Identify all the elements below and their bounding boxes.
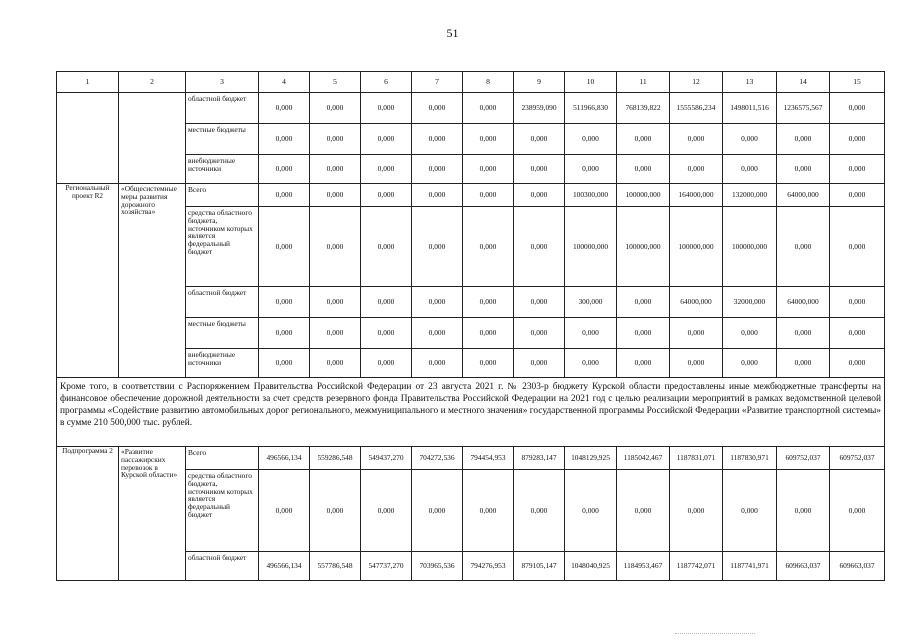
value-cell: 0,000 — [463, 184, 514, 207]
value-cell: 0,000 — [412, 318, 463, 349]
value-cell: 0,000 — [259, 470, 310, 552]
source-label: местные бюджеты — [186, 124, 259, 155]
value-cell: 879283,147 — [514, 447, 565, 470]
header-cell: 8 — [463, 72, 514, 93]
value-cell: 0,000 — [310, 349, 361, 378]
value-cell: 0,000 — [361, 287, 412, 318]
value-cell: 0,000 — [514, 155, 565, 184]
value-cell: 1048129,925 — [565, 447, 617, 470]
value-cell: 0,000 — [361, 93, 412, 124]
value-cell: 547737,270 — [361, 552, 412, 581]
value-cell: 511966,830 — [565, 93, 617, 124]
source-label: Всего — [186, 447, 259, 470]
value-cell: 0,000 — [514, 207, 565, 287]
value-cell: 879105,147 — [514, 552, 565, 581]
value-cell: 0,000 — [830, 470, 885, 552]
value-cell: 1185042,467 — [617, 447, 670, 470]
value-cell: 0,000 — [830, 287, 885, 318]
value-cell: 0,000 — [412, 93, 463, 124]
source-label: областной бюджет — [186, 552, 259, 581]
description-cell: «Общесистемные меры развития дорожного хозяйства» — [119, 184, 186, 378]
value-cell: 0,000 — [723, 318, 777, 349]
value-cell: 0,000 — [259, 93, 310, 124]
value-cell: 609752,037 — [830, 447, 885, 470]
value-cell: 64000,000 — [670, 287, 723, 318]
value-cell: 64000,000 — [777, 184, 830, 207]
value-cell: 0,000 — [617, 287, 670, 318]
value-cell: 0,000 — [777, 207, 830, 287]
source-label: областной бюджет — [186, 93, 259, 124]
value-cell: 0,000 — [514, 318, 565, 349]
value-cell: 704272,536 — [412, 447, 463, 470]
value-cell: 100300,000 — [565, 184, 617, 207]
header-cell: 1 — [57, 72, 119, 93]
value-cell: 0,000 — [259, 349, 310, 378]
value-cell: 0,000 — [463, 318, 514, 349]
header-cell: 14 — [777, 72, 830, 93]
header-cell: 15 — [830, 72, 885, 93]
value-cell: 0,000 — [361, 318, 412, 349]
header-cell: 2 — [119, 72, 186, 93]
value-cell: 794454,953 — [463, 447, 514, 470]
value-cell: 0,000 — [463, 470, 514, 552]
value-cell: 0,000 — [412, 155, 463, 184]
value-cell: 0,000 — [514, 470, 565, 552]
value-cell: 0,000 — [361, 470, 412, 552]
value-cell: 609663,037 — [830, 552, 885, 581]
header-row — [57, 72, 885, 93]
value-cell: 0,000 — [259, 155, 310, 184]
header-cell: 10 — [565, 72, 617, 93]
value-cell: 0,000 — [361, 349, 412, 378]
source-label: Всего — [186, 184, 259, 207]
value-cell: 1555586,234 — [670, 93, 723, 124]
program-cell: Региональный проект R2 — [57, 184, 119, 378]
value-cell: 100000,000 — [565, 207, 617, 287]
value-cell: 0,000 — [361, 184, 412, 207]
value-cell: 0,000 — [361, 124, 412, 155]
value-cell: 0,000 — [412, 470, 463, 552]
value-cell: 0,000 — [259, 287, 310, 318]
value-cell: 1187742,071 — [670, 552, 723, 581]
value-cell: 0,000 — [670, 155, 723, 184]
value-cell: 0,000 — [310, 287, 361, 318]
value-cell: 238959,090 — [514, 93, 565, 124]
note-text: Кроме того, в соответствии с Распоряжением Правительства Российской Федерации от 23 августа 2021 г. № 2303-р бюджету Курской области предоставлены иные межбюджетные трансферты на финансовое обеспечение дорожной деятельности за счет средств резервного фонда Правительства Российской Федерации на 2021 год с целью реализации мероприятий в рамках ведомственной целевой программы «Содействие развитию автомобильных дорог регионального, межмуниципального и местного значения» государственной программы Российской Федерации «Развитие транспортной системы» в сумме 210 500,000 тыс. рублей. — [57, 378, 885, 447]
value-cell: 0,000 — [259, 207, 310, 287]
value-cell: 0,000 — [670, 470, 723, 552]
empty-cell — [119, 93, 186, 184]
value-cell: 0,000 — [463, 93, 514, 124]
header-cell: 13 — [723, 72, 777, 93]
note-row — [57, 378, 885, 447]
value-cell: 0,000 — [412, 287, 463, 318]
value-cell: 132000,000 — [723, 184, 777, 207]
value-cell: 0,000 — [361, 207, 412, 287]
value-cell: 0,000 — [463, 207, 514, 287]
value-cell: 0,000 — [259, 184, 310, 207]
value-cell: 0,000 — [830, 124, 885, 155]
source-label: местные бюджеты — [186, 318, 259, 349]
value-cell: 1187741,971 — [723, 552, 777, 581]
value-cell: 0,000 — [310, 155, 361, 184]
value-cell: 0,000 — [617, 318, 670, 349]
value-cell: 0,000 — [723, 155, 777, 184]
value-cell: 0,000 — [514, 349, 565, 378]
value-cell: 0,000 — [514, 124, 565, 155]
header-cell: 5 — [310, 72, 361, 93]
value-cell: 100000,000 — [617, 207, 670, 287]
source-label: областной бюджет — [186, 287, 259, 318]
value-cell: 100000,000 — [670, 207, 723, 287]
budget-table — [56, 71, 885, 581]
header-cell: 7 — [412, 72, 463, 93]
table-row — [57, 93, 885, 124]
value-cell: 0,000 — [310, 124, 361, 155]
value-cell: 64000,000 — [777, 287, 830, 318]
header-cell: 9 — [514, 72, 565, 93]
value-cell: 0,000 — [670, 349, 723, 378]
value-cell: 32000,000 — [723, 287, 777, 318]
value-cell: 0,000 — [723, 124, 777, 155]
value-cell: 0,000 — [777, 470, 830, 552]
value-cell: 0,000 — [830, 318, 885, 349]
value-cell: 1236575,567 — [777, 93, 830, 124]
value-cell: 0,000 — [777, 155, 830, 184]
value-cell: 0,000 — [617, 124, 670, 155]
value-cell: 0,000 — [310, 93, 361, 124]
source-label: средства областного бюджета, источником которых является федеральный бюджет — [186, 470, 259, 552]
value-cell: 0,000 — [830, 93, 885, 124]
value-cell: 794276,953 — [463, 552, 514, 581]
value-cell: 164000,000 — [670, 184, 723, 207]
page-number: 51 — [446, 26, 459, 40]
value-cell: 0,000 — [565, 349, 617, 378]
value-cell: 0,000 — [412, 207, 463, 287]
value-cell: 0,000 — [670, 124, 723, 155]
empty-cell — [57, 93, 119, 184]
value-cell: 0,000 — [565, 318, 617, 349]
value-cell: 0,000 — [310, 207, 361, 287]
value-cell: 0,000 — [412, 349, 463, 378]
value-cell: 0,000 — [777, 349, 830, 378]
value-cell: 1498011,516 — [723, 93, 777, 124]
header-cell: 11 — [617, 72, 670, 93]
value-cell: 100000,000 — [723, 207, 777, 287]
value-cell: 0,000 — [361, 155, 412, 184]
value-cell: 0,000 — [310, 470, 361, 552]
description-cell: «Развитие пассажирских перевозок в Курской области» — [119, 447, 186, 581]
value-cell: 0,000 — [723, 470, 777, 552]
header-cell: 4 — [259, 72, 310, 93]
value-cell: 0,000 — [310, 318, 361, 349]
value-cell: 0,000 — [830, 207, 885, 287]
value-cell: 0,000 — [670, 318, 723, 349]
value-cell: 557786,548 — [310, 552, 361, 581]
value-cell: 549437,270 — [361, 447, 412, 470]
value-cell: 0,000 — [777, 318, 830, 349]
value-cell: 1187830,971 — [723, 447, 777, 470]
value-cell: 0,000 — [777, 124, 830, 155]
value-cell: 0,000 — [617, 470, 670, 552]
value-cell: 1187831,071 — [670, 447, 723, 470]
value-cell: 703965,536 — [412, 552, 463, 581]
value-cell: 0,000 — [830, 184, 885, 207]
value-cell: 559286,548 — [310, 447, 361, 470]
value-cell: 0,000 — [412, 124, 463, 155]
source-label: средства областного бюджета, источником которых является федеральный бюджет — [186, 207, 259, 287]
header-cell: 12 — [670, 72, 723, 93]
value-cell: 496566,134 — [259, 552, 310, 581]
value-cell: 0,000 — [617, 349, 670, 378]
value-cell: 0,000 — [463, 124, 514, 155]
table-row — [57, 184, 885, 207]
value-cell: 768139,822 — [617, 93, 670, 124]
value-cell: 300,000 — [565, 287, 617, 318]
value-cell: 0,000 — [514, 287, 565, 318]
source-label: внебюджетные источники — [186, 349, 259, 378]
value-cell: 0,000 — [463, 349, 514, 378]
value-cell: 0,000 — [412, 184, 463, 207]
value-cell: 0,000 — [565, 470, 617, 552]
value-cell: 609663,037 — [777, 552, 830, 581]
value-cell: 0,000 — [830, 155, 885, 184]
value-cell: 0,000 — [259, 318, 310, 349]
value-cell: 0,000 — [565, 155, 617, 184]
value-cell: 0,000 — [617, 155, 670, 184]
value-cell: 1048040,925 — [565, 552, 617, 581]
value-cell: 1184953,467 — [617, 552, 670, 581]
table-row — [57, 447, 885, 470]
scan-artifact — [675, 633, 755, 634]
value-cell: 496566,134 — [259, 447, 310, 470]
value-cell: 0,000 — [830, 349, 885, 378]
source-label: внебюджетные источники — [186, 155, 259, 184]
value-cell: 100000,000 — [617, 184, 670, 207]
header-cell: 3 — [186, 72, 259, 93]
value-cell: 0,000 — [723, 349, 777, 378]
value-cell: 0,000 — [514, 184, 565, 207]
value-cell: 0,000 — [463, 287, 514, 318]
value-cell: 609752,037 — [777, 447, 830, 470]
value-cell: 0,000 — [310, 184, 361, 207]
value-cell: 0,000 — [259, 124, 310, 155]
value-cell: 0,000 — [565, 124, 617, 155]
value-cell: 0,000 — [463, 155, 514, 184]
program-cell: Подпрограмма 2 — [57, 447, 119, 581]
header-cell: 6 — [361, 72, 412, 93]
